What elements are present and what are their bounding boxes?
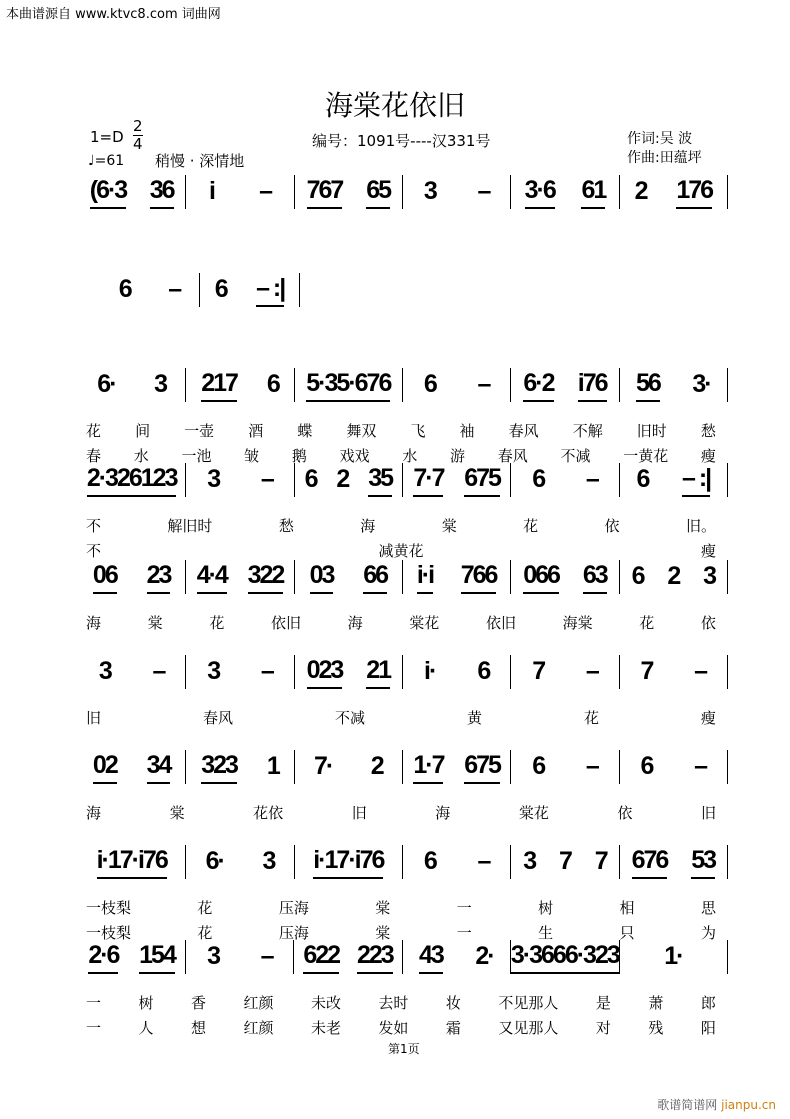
note-group: 61 — [581, 176, 605, 209]
lyric-syllable: 春 — [86, 447, 102, 465]
lyric-syllable: 依旧 — [270, 614, 301, 632]
watermark-cn: 歌谱简谱网 — [657, 1098, 718, 1112]
measure — [620, 750, 728, 784]
lyric-syllable: 棠花 — [409, 614, 440, 632]
lyric-syllable: 一 — [86, 994, 102, 1012]
lyric-syllable: 依 — [700, 614, 716, 632]
lyric-syllable: 萧 — [648, 994, 664, 1012]
note-group: – — [260, 656, 273, 685]
note-group: 3 — [154, 369, 167, 398]
lyric-syllable: 一黄花 — [623, 447, 669, 465]
lyric-syllable: 压海 — [278, 924, 309, 942]
note-group: i· — [424, 656, 436, 685]
staff-row — [78, 655, 728, 689]
note-group: 6 — [304, 464, 317, 493]
lyric-syllable: 为 — [700, 924, 716, 942]
staff-row — [78, 175, 728, 209]
lyric-syllable: 花 — [197, 899, 213, 917]
measure — [620, 940, 728, 974]
note-group: – — [260, 941, 273, 970]
measure — [78, 175, 186, 209]
measure — [295, 463, 403, 497]
lyric-syllable: 棠 — [147, 614, 163, 632]
staff-row — [78, 463, 728, 497]
lyric-syllable: 花依 — [253, 804, 284, 822]
lyric-line — [86, 802, 716, 823]
note-group: – — [168, 274, 181, 303]
note-group: 3·3666·3 — [511, 941, 595, 974]
time-sig-bottom: 4 — [133, 135, 143, 153]
lyric-syllable: 春风 — [497, 447, 528, 465]
note-group: 766 — [461, 561, 497, 594]
note-group: 2 — [336, 464, 349, 493]
time-signature — [133, 118, 143, 153]
measure — [186, 655, 294, 689]
note-group: 3 — [262, 846, 275, 875]
note-group: 3 — [98, 656, 111, 685]
lyric-syllable: 不解 — [572, 422, 603, 440]
note-group: – — [694, 751, 707, 780]
lyric-syllable: 海 — [347, 614, 363, 632]
measure — [620, 655, 728, 689]
measure — [511, 845, 619, 879]
note-group: 675 — [464, 464, 500, 497]
measure — [186, 175, 294, 209]
composer: 作曲:田蕴坪 — [627, 150, 702, 166]
measure — [294, 940, 402, 974]
measure — [78, 560, 186, 594]
note-group: 322 — [248, 561, 284, 594]
measure — [620, 560, 728, 594]
lyric-syllable: 未改 — [310, 994, 341, 1012]
lyric-syllable: 红颜 — [243, 994, 274, 1012]
lyric-syllable: 海 — [435, 804, 451, 822]
key-signature: 1=D — [90, 128, 124, 146]
lyric-syllable: 旧时 — [636, 422, 667, 440]
note-group: 7 — [594, 846, 607, 875]
note-group: 6 — [631, 561, 644, 590]
lyric-syllable: 一池 — [181, 447, 212, 465]
note-group: i·17·i76 — [97, 846, 167, 879]
note-group: 23 — [595, 941, 619, 974]
lyric-syllable: 发如 — [378, 1019, 409, 1037]
note-group: 3 — [207, 941, 219, 970]
note-group: – — [694, 656, 707, 685]
note-group: 53 — [691, 846, 715, 879]
lyric-syllable: 瘦 — [700, 447, 716, 465]
note-group: 7· — [313, 751, 333, 780]
note-group: 6 — [477, 656, 490, 685]
lyric-syllable: 鹅 — [291, 447, 307, 465]
lyric-syllable: 一 — [86, 1019, 102, 1037]
measure — [295, 750, 403, 784]
note-group: 3 — [207, 464, 220, 493]
note-group: – :| — [256, 274, 284, 307]
note-group: – — [585, 751, 598, 780]
lyric-syllable: 香 — [190, 994, 206, 1012]
note-group: 176 — [676, 176, 712, 209]
lyric-line — [86, 420, 716, 441]
note-group: 6 — [118, 274, 131, 303]
lyric-syllable: 一壶 — [184, 422, 215, 440]
lyric-syllable: 不减 — [560, 447, 591, 465]
lyric-syllable: 未老 — [310, 1019, 341, 1037]
lyric-syllable: 水 — [133, 447, 149, 465]
measure — [78, 655, 186, 689]
note-group: 7 — [640, 656, 653, 685]
note-group: 2 — [370, 751, 383, 780]
lyric-syllable: 瘦 — [700, 542, 716, 560]
note-group: 56 — [636, 369, 660, 402]
measure — [186, 368, 294, 402]
measure — [78, 750, 186, 784]
lyric-syllable: 间 — [135, 422, 151, 440]
lyric-syllable: 郎 — [700, 994, 716, 1012]
note-group: 3· — [692, 369, 711, 398]
note-group: i·17·i76 — [313, 846, 383, 879]
note-group: i — [208, 176, 214, 205]
note-group: 23 — [147, 561, 171, 594]
note-group: 6· — [97, 369, 116, 398]
measure — [620, 845, 728, 879]
measure — [403, 845, 511, 879]
note-group: 2·6 — [88, 941, 118, 974]
lyric-syllable: 不减 — [334, 709, 365, 727]
note-group: 223 — [357, 941, 393, 974]
note-group: 6 — [532, 751, 545, 780]
lyric-syllable: 是 — [595, 994, 611, 1012]
measure — [295, 175, 403, 209]
note-group: 43 — [419, 941, 443, 974]
measure — [295, 368, 403, 402]
lyric-syllable: 阳 — [700, 1019, 716, 1037]
note-group: 06 — [93, 561, 117, 594]
note-group: – — [259, 176, 272, 205]
note-group: i·i — [417, 561, 433, 594]
measure — [78, 368, 186, 402]
lyric-line — [86, 612, 716, 633]
lyric-syllable: 花 — [639, 614, 655, 632]
note-group: 6 — [266, 369, 279, 398]
lyric-syllable: 妆 — [445, 994, 461, 1012]
lyric-syllable: 水 — [402, 447, 418, 465]
page-title: 海棠花依旧 — [324, 89, 465, 122]
lyric-syllable: 舞双 — [346, 422, 377, 440]
note-group: 3 — [423, 176, 436, 205]
lyric-syllable: 树 — [138, 994, 154, 1012]
lyricist: 作词:吴 波 — [627, 131, 693, 147]
note-group: 34 — [147, 751, 171, 784]
measure — [295, 845, 403, 879]
lyric-syllable: 棠 — [375, 924, 391, 942]
measure — [403, 655, 511, 689]
note-group: 6 — [423, 846, 436, 875]
note-group: 3·6 — [525, 176, 555, 209]
note-group: 35 — [368, 464, 392, 497]
note-group: 7 — [532, 656, 545, 685]
note-group: 767 — [307, 176, 343, 209]
lyric-syllable: 人 — [138, 1019, 154, 1037]
lyric-syllable: 依 — [617, 804, 633, 822]
lyric-syllable: 旧 — [700, 804, 716, 822]
lyric-syllable: 飞 — [410, 422, 426, 440]
measure — [200, 273, 300, 307]
note-group: – — [152, 656, 165, 685]
note-group: 6· — [205, 846, 224, 875]
lyric-syllable: 红颜 — [243, 1019, 274, 1037]
measure — [295, 655, 403, 689]
lyric-syllable: 压海 — [278, 899, 309, 917]
lyric-line — [86, 707, 716, 728]
source-note: 本曲谱源自 www.ktvc8.com 词曲网 — [6, 7, 221, 22]
lyric-syllable: 依 — [604, 517, 620, 535]
lyric-line — [86, 992, 716, 1013]
note-group: – — [260, 464, 273, 493]
lyric-line — [86, 515, 716, 536]
note-group: 3 — [703, 561, 715, 590]
measure — [511, 940, 620, 974]
note-group: – — [585, 656, 598, 685]
measure — [403, 368, 511, 402]
note-group: 3 — [523, 846, 536, 875]
tempo-mark: ♩=61 — [88, 153, 125, 169]
note-group: 7·7 — [413, 464, 443, 497]
note-group: 6 — [532, 464, 545, 493]
lyric-syllable: 海 — [360, 517, 376, 535]
note-group: – :| — [682, 464, 710, 497]
note-group: – — [477, 846, 490, 875]
lyric-syllable: 愁 — [700, 422, 716, 440]
note-group: 217 — [201, 369, 237, 402]
measure — [403, 463, 511, 497]
lyric-syllable: 不 — [86, 517, 102, 535]
note-group: 154 — [139, 941, 175, 974]
measure — [511, 368, 619, 402]
lyric-syllable: 减黄花 — [378, 542, 424, 560]
measure — [78, 940, 186, 974]
note-group: 6·2 — [523, 369, 553, 402]
note-group: 65 — [366, 176, 390, 209]
lyric-syllable: 依旧 — [485, 614, 516, 632]
lyric-syllable: 一枝梨 — [86, 899, 132, 917]
lyric-syllable: 一枝梨 — [86, 924, 132, 942]
lyric-syllable: 海 — [86, 614, 102, 632]
note-group: 1 — [266, 751, 279, 780]
watermark-en: jianpu.cn — [721, 1098, 776, 1112]
time-sig-top: 2 — [133, 117, 143, 135]
song-code: 编号：1091号----汉331号 — [312, 132, 491, 150]
lyric-syllable: 一 — [456, 899, 472, 917]
note-group: – — [477, 369, 490, 398]
measure — [511, 463, 619, 497]
measure — [100, 273, 200, 307]
page-number: 第1页 — [388, 1042, 420, 1056]
measure — [186, 845, 294, 879]
measure — [511, 750, 619, 784]
lyric-syllable: 生 — [538, 924, 554, 942]
lyric-syllable: 袖 — [459, 422, 475, 440]
note-group: 675 — [464, 751, 500, 784]
note-group: i76 — [578, 369, 607, 402]
staff-row — [78, 845, 728, 879]
lyric-syllable: 花 — [209, 614, 225, 632]
note-group: 03 — [310, 561, 334, 594]
lyric-syllable: 花 — [523, 517, 539, 535]
measure — [620, 463, 728, 497]
lyric-syllable: 皱 — [244, 447, 260, 465]
lyric-syllable: 海 — [86, 804, 102, 822]
lyric-syllable: 不 — [86, 542, 102, 560]
note-group: 66 — [363, 561, 387, 594]
measure — [620, 368, 728, 402]
note-group: 7 — [559, 846, 571, 875]
note-group: 36 — [150, 176, 174, 209]
lyric-syllable: 海棠 — [562, 614, 593, 632]
measure — [403, 940, 511, 974]
note-group: (6·3 — [90, 176, 126, 209]
measure — [186, 750, 294, 784]
lyric-syllable: 花 — [197, 924, 213, 942]
note-group: 6 — [423, 369, 436, 398]
measure — [511, 655, 619, 689]
note-group: 3 — [207, 656, 220, 685]
note-group: 676 — [632, 846, 668, 879]
lyric-syllable: 春风 — [202, 709, 233, 727]
note-group: – — [477, 176, 490, 205]
lyric-syllable: 棠 — [441, 517, 457, 535]
expression-mark: 稍慢 · 深情地 — [155, 152, 245, 170]
lyric-syllable: 春风 — [508, 422, 539, 440]
note-group: 1· — [664, 941, 683, 970]
lyric-syllable: 瘦 — [700, 709, 716, 727]
lyric-line — [86, 1017, 716, 1038]
note-group: 63 — [583, 561, 607, 594]
lyric-syllable: 愁 — [278, 517, 294, 535]
measure — [620, 175, 728, 209]
measure — [295, 560, 403, 594]
lyric-line — [86, 540, 716, 561]
lyric-syllable: 旧 — [86, 709, 102, 727]
lyric-syllable: 花 — [583, 709, 599, 727]
measure — [511, 175, 619, 209]
measure — [186, 463, 294, 497]
note-group: 323 — [201, 751, 237, 784]
lyric-syllable: 树 — [538, 899, 554, 917]
lyric-syllable: 解旧时 — [167, 517, 213, 535]
lyric-syllable: 霜 — [445, 1019, 461, 1037]
lyric-syllable: 一 — [456, 924, 472, 942]
lyric-syllable: 棠花 — [518, 804, 549, 822]
lyric-syllable: 蝶 — [297, 422, 313, 440]
lyric-syllable: 棠 — [375, 899, 391, 917]
lyric-syllable: 黄 — [466, 709, 482, 727]
note-group: 5·35·676 — [306, 369, 390, 402]
note-group: 1·7 — [413, 751, 443, 784]
lyric-syllable: 相 — [619, 899, 635, 917]
lyric-syllable: 思 — [700, 899, 716, 917]
measure — [403, 175, 511, 209]
lyric-syllable: 对 — [595, 1019, 611, 1037]
note-group: 2· — [475, 941, 494, 970]
lyric-syllable: 残 — [648, 1019, 664, 1037]
note-group: 21 — [366, 656, 390, 689]
note-group: 2 — [634, 176, 647, 205]
lyric-syllable: 旧 — [351, 804, 367, 822]
staff-row — [100, 273, 300, 307]
note-group: 066 — [523, 561, 559, 594]
staff-row — [78, 750, 728, 784]
measure — [78, 463, 186, 497]
watermark — [657, 1096, 776, 1113]
note-group: 6 — [636, 464, 649, 493]
note-group: 023 — [307, 656, 343, 689]
lyric-syllable: 戏戏 — [339, 447, 370, 465]
measure — [403, 750, 511, 784]
measure — [186, 560, 294, 594]
measure — [186, 940, 294, 974]
lyric-syllable: 不见那人 — [498, 994, 559, 1012]
note-group: 4·4 — [197, 561, 227, 594]
lyric-syllable: 又见那人 — [498, 1019, 559, 1037]
lyric-syllable: 棠 — [169, 804, 185, 822]
note-group: 2·326123 — [87, 464, 177, 497]
staff-row — [78, 940, 728, 974]
note-group: 02 — [93, 751, 117, 784]
note-group: 6 — [640, 751, 653, 780]
lyric-syllable: 只 — [619, 924, 635, 942]
measure — [511, 560, 619, 594]
lyric-syllable: 花 — [86, 422, 102, 440]
lyric-syllable: 旧。 — [685, 517, 716, 535]
note-group: – — [585, 464, 598, 493]
measure — [78, 845, 186, 879]
note-group: 6 — [214, 274, 227, 303]
staff-row — [78, 368, 728, 402]
note-group: 622 — [303, 941, 339, 974]
lyric-syllable: 去时 — [378, 994, 409, 1012]
lyric-syllable: 想 — [190, 1019, 206, 1037]
lyric-syllable: 游 — [450, 447, 466, 465]
measure — [403, 560, 511, 594]
lyric-syllable: 酒 — [248, 422, 264, 440]
staff-row — [78, 560, 728, 594]
lyric-line — [86, 897, 716, 918]
note-group: 2 — [667, 561, 680, 590]
